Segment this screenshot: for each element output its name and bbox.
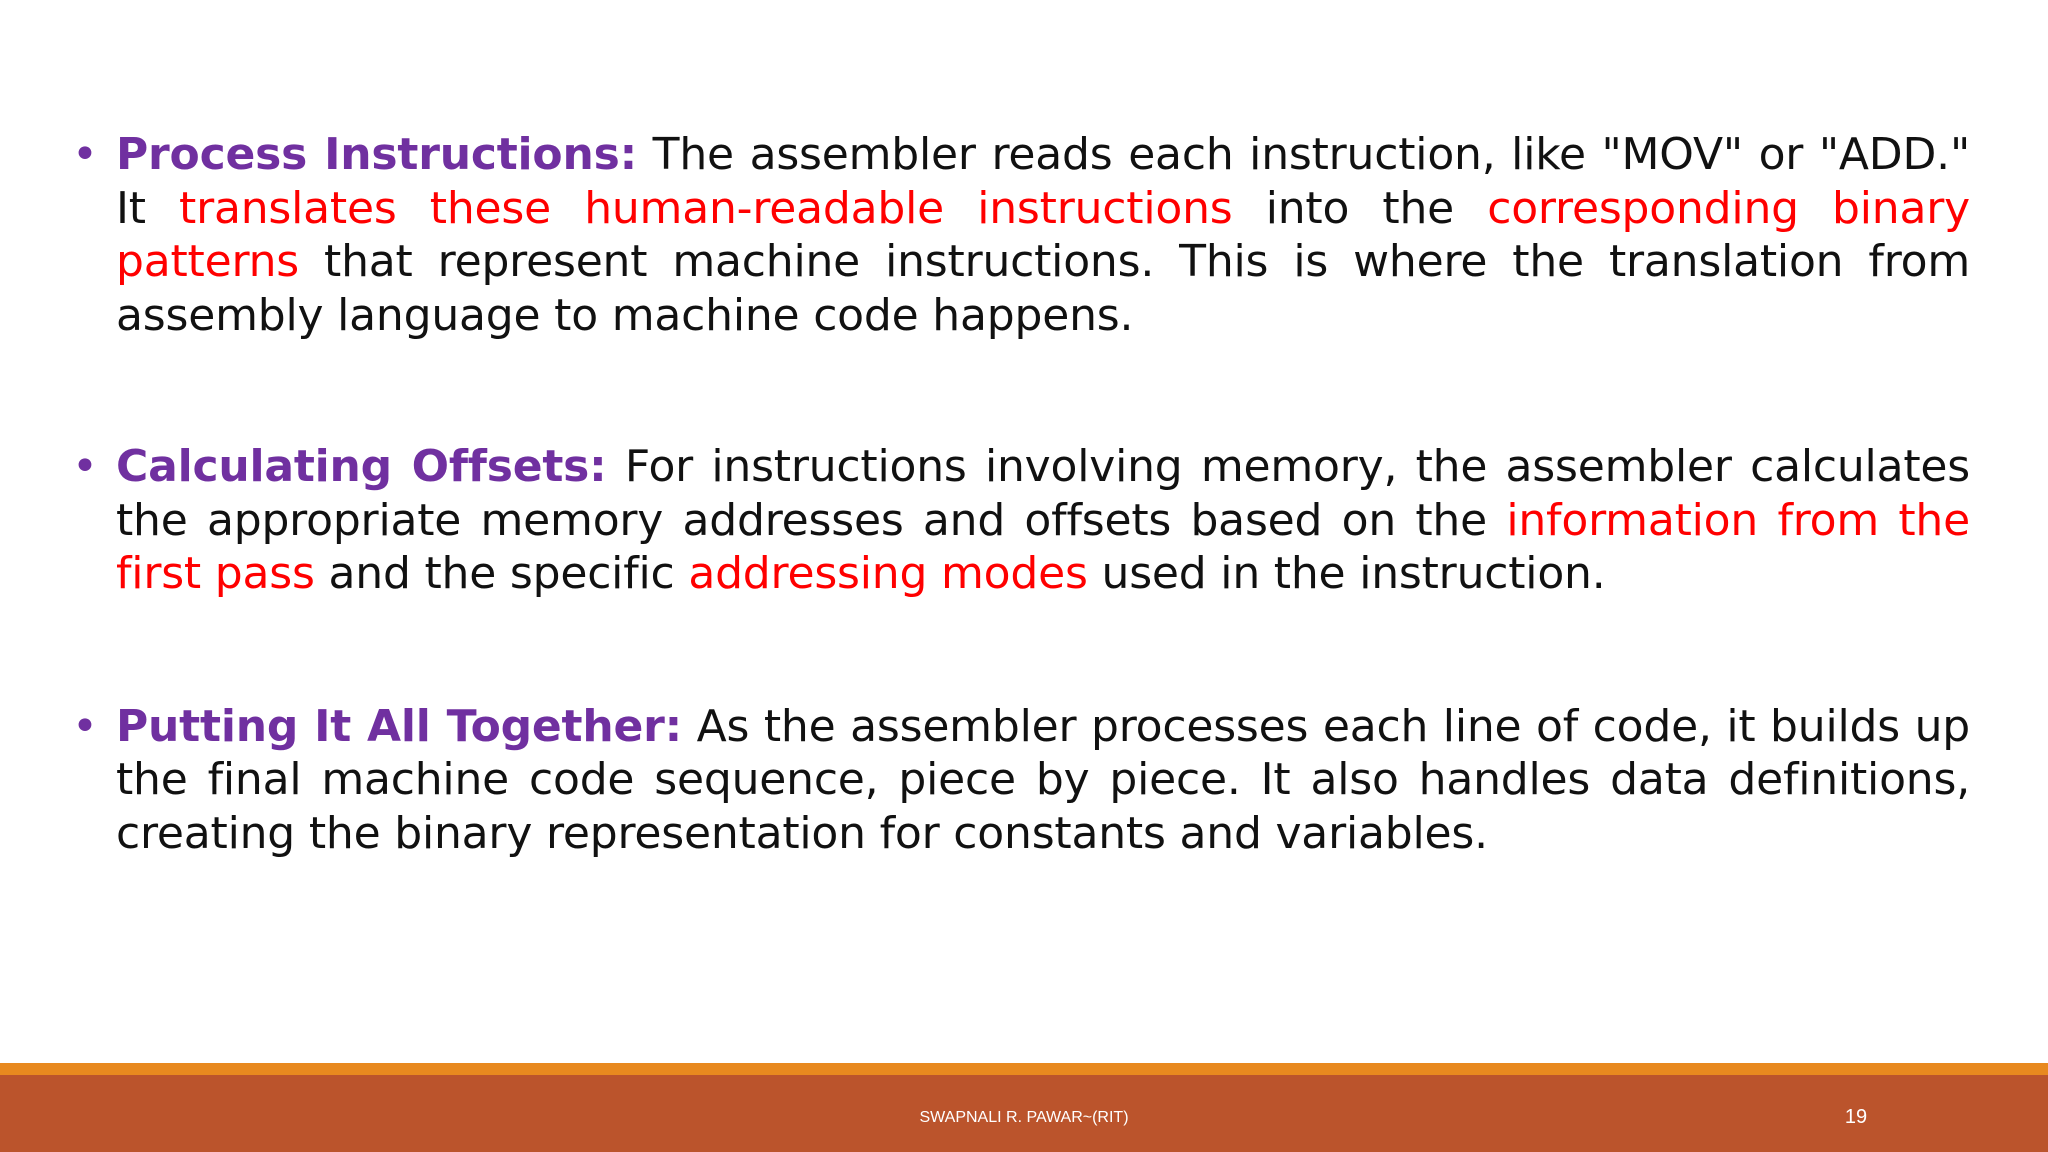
bullet-text: As the assembler processes each line of code, it builds up the final machine code sequence, piece by piece. It also handles data definitions, creating the binary representation for constants and variables. [116,700,1970,859]
bullet-text: For instructions involving memory, the assembler calculates the appropriate memory addresses and offsets based on the [116,441,1970,546]
highlighted-text: addressing modes [688,548,1088,599]
footer-author: SWAPNALI R. PAWAR~(RIT) [919,1109,1129,1126]
highlighted-text: corresponding binary patterns [116,182,1970,287]
highlighted-text: information from the first pass [116,494,1970,599]
bullet-text: The assembler reads each instruction, like "MOV" or "ADD." It [116,129,1970,234]
bullet-dot-icon: • [72,700,98,752]
bullet-calculating-offsets [70,440,1970,601]
slide-page-number: 19 [1844,1106,1868,1128]
bullet-heading: Calculating Offsets: [116,441,607,492]
highlighted-text: translates these human-readable instructions [179,182,1233,234]
bullet-list [70,128,1970,860]
bullet-dot-icon: • [72,129,98,180]
bullet-text: into the [1232,182,1488,234]
bullet-process-instructions [70,128,1970,342]
bullet-heading: Process Instructions: [116,129,637,180]
bullet-dot-icon: • [72,441,98,492]
bullet-text: and the specific [314,548,689,599]
bullet-text: used in the instruction. [1087,548,1606,599]
bullet-text: that represent machine instructions. This is where the translation from assembly language to machine code happens. [116,236,1970,341]
bullet-heading: Putting It All Together: [116,700,683,752]
bullet-putting-it-all-together [70,700,1970,861]
footer-accent-stripe [0,1063,2048,1075]
